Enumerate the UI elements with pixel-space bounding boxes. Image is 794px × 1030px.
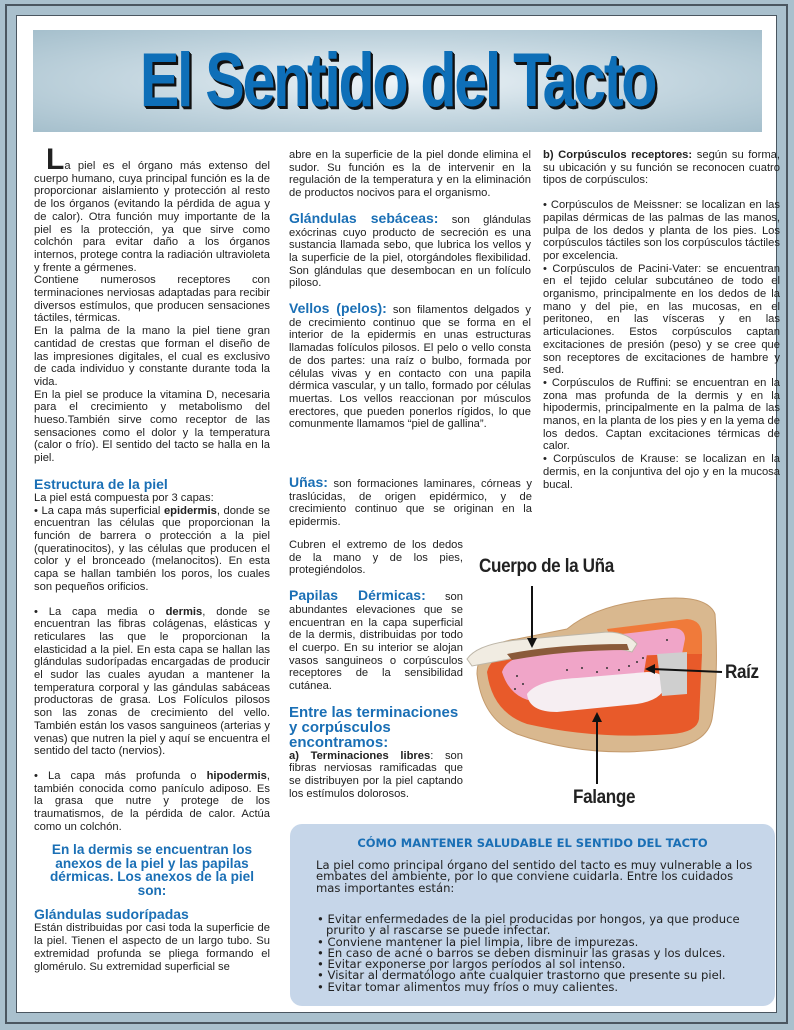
label-raiz: Raíz [725,662,759,683]
title-banner [33,30,762,132]
tip-item: • Evitar exponerse por largos períodos al sol intenso. [317,959,762,970]
krause-item: • Corpúsculos de Krause: se localizan en la dermis, en la conjuntiva del ojo y en la mucosa bucal. [543,453,780,491]
unas-section: Uñas: son formaciones laminares, córneas y traslúcidas, de origen epidérmico, y de crecimiento continuo que se originan en la epidermis. [289,474,532,529]
capa-dermis: • La capa media o dermis, donde se encuentran las fibras colágenas, elásticas y reticulares las que le proporcionan la elasticidad a la piel. En esta capa se hallan las glándulas sudorípadas encargadas de producir el sudor las cuales ayudan a mantener la temperatura corporal y las gándulas sabáceas productoras de grasa. Los Folículos pilosos son las zonas de crecimiento del vello. También están los vasos sanguineos (arterias y venas) que nutren la piel y aquí se encuentra el sentido del tacto (nervios). [34,605,270,758]
tip-item: • Evitar tomar alimentos muy fríos o muy calientes. [317,982,762,993]
sudoripadas-continuation: abre en la superficie de la piel donde elimina el sudor. Su función es la de intervenir en la regulación de la temperatura y en la eliminación de productos nocivos para el organismo. [289,149,531,200]
papilas-heading: Papilas Dérmicas: [289,587,426,604]
terminaciones-heading: Entre las terminaciones y corpúsculos encontramos: [289,703,459,751]
fingertip-illustration [457,544,777,819]
meissner-item: • Corpúsculos de Meissner: se localizan en las papilas dérmicas de las palmas de las manos, pulpa de los dedos y planta de los pies. Los corpúsculos táctiles son los corpúsculos táctiles por excelencia. [543,199,780,262]
intro-paragraph-4: En la piel se produce la vitamina D, necesaria para el crecimiento y metabolismo del hueso.También sirve como receptor de las sensaciones como el dolor y la temperatura (calor o frío). El sentido del tacto se halla en la piel. [34,388,270,465]
tips-title: CÓMO MANTENER SALUDABLE EL SENTIDO DEL TACTO [357,836,708,850]
column-2 [289,149,531,431]
label-falange: Falange [573,787,636,808]
papilas-section: Papilas Dérmicas: son abundantes elevaciones que se encuentran en la capa superficial de la dermis, distribuidas por todo el cuerpo. En su interior se alojan vasos sanguineos o corpúsculos receptores de la sensibilidad cutánea. [289,587,463,693]
ruffini-item: • Corpúsculos de Ruffini: se encuentran en la zona mas profunda de la dermis y en la hipodermis, principalmente en la palma de las manos, en la planta de los pies y en la yema de los dedos. Captan excitaciones térmicas de calor. [543,376,780,453]
page-content [16,15,780,1013]
sudoripadas-text: Están distribuidas por casi toda la superficie de la piel. Tienen el aspecto de un largo tubo. Su extremidad profunda se pliega formando el glomérulo. Su extremidad superficial se [34,922,270,973]
unas-text-2: Cubren el extremo de los dedos de la mano y de los pies, protegiéndolos. [289,539,463,577]
estructura-intro: La piel está compuesta por 3 capas: [34,491,214,504]
column-2-lower [289,476,532,529]
page-frame [5,4,788,1024]
tip-item: • Conviene mantener la piel limpia, libre de impurezas. [317,937,762,948]
label-cuerpo-una: Cuerpo de la Uña [479,556,614,577]
unas-heading: Uñas: [289,474,328,490]
tips-intro: La piel como principal órgano del sentido del tacto es muy vulnerable a los embates del ambiente, por lo que conviene cuidarla. Entre los cuidados mas importantes están: [316,858,753,895]
tip-item: • Evitar enfermedades de la piel producidas por hongos, ya que produce prurito y al rascarse se puede infectar. [317,914,762,937]
vellos-heading: Vellos (pelos): [289,300,387,317]
terminaciones-libres: a) Terminaciones libres: son fibras nerviosas ramificadas que se distribuyen por la piel captando los estímulos dolorosos. [289,749,463,800]
estructura-heading: Estructura de la piel [34,475,168,492]
sebaceas-heading: Glándulas sebáceas: [289,209,439,226]
sudoripadas-heading: Glándulas sudorípadas [34,906,189,923]
capa-hipodermis: • La capa más profunda o hipodermis, también conocida como panículo adiposo. Es la grasa que nutre y protege de los traumatismos, de la pérdida de calor. Actúa como un colchón. [34,769,270,833]
tip-item: • En caso de acné o barros se deben disminuir las grasas y los dulces. [317,948,762,959]
capa-epidermis: • La capa más superficial epidermis, donde se encuentran las células que proporcionan la función de barrera o protección a la piel (queratinocitos), y las células que producen el color y el bronceado (melanocitos). En esta capa se hallan también los poros, los cuales son pequeños orificios. [34,504,270,593]
intro-paragraph: La piel es el órgano más extenso del cuerpo humano, cuya principal función es la de proporcionar aislamiento y protección al resto de los órganos (evitando la pérdida de agua y de calor). Otra función muy importante de la piel es la protección, ya que sirve como colchón para evitar daño a los órganos internos, protege contra la radiación ultravioleta y frente a gérmenes. [34,143,270,274]
page-title: El Sentido del Tacto [139,38,656,123]
column-1 [34,143,270,973]
column-2-narrow [289,539,463,801]
anexos-heading: En la dermis se encuentran los anexos de la piel y las papilas dérmicas. Los anexos de la piel son: [50,842,254,898]
pacini-item: • Corpúsculos de Pacini-Vater: se encuentran en el tejido celular subcutáneo de todo el organismo, principalmente en los dedos de la mano y del pie, en las mucosas, en el peritoneo, en las vísceras y en las articulaciones. Estos corpúsculos captan excitaciones de presión (peso) y se cree que son receptores de excitaciones de hambre y sed. [543,262,780,377]
sebaceas-section: Glándulas sebáceas: son glándulas exócrinas cuyo producto de secreción es una sustancia llamada sebo, que lubrica los vellos y la superficie de la piel, otorgándoles flexibilidad. Son glándulas que desembocan en un folículo piloso. [289,209,531,290]
column-3 [543,149,780,491]
nail-diagram [457,544,777,819]
intro-paragraph-3: En la palma de la mano la piel tiene gran cantidad de crestas que forman el diseño de las impresiones digitales, el cual es exclusivo de cada individuo y constante durante toda la vida. [34,325,270,388]
tip-item: • Visitar al dermatólogo ante cualquier trastorno que presente su piel. [317,970,762,981]
intro-paragraph-2: Contiene numerosos receptores con terminaciones nerviosas adaptadas para recibir diversos estímulos, que producen sensaciones táctiles, térmicas. [34,274,270,325]
tips-box [290,824,775,1006]
receptores-intro: b) Corpúsculos receptores: según su forma, su ubicación y su función se reconocen cuatro tipos de corpúsculos: [543,149,780,187]
drop-cap: L [46,143,65,176]
tips-list [317,914,762,993]
vellos-section: Vellos (pelos): son filamentos delgados y de crecimiento continuo que se forma en el interior de la epidermis en unas estructuras llamadas folículos pilosos. El pelo o vello consta de dos partes: una raíz o bulbo, formada por células vivas y en contacto con una papila dérmica vascular, y un tallo, formado por células muertas. Los vellos reaccionan por músculos erectores, que pueden ponerlos rígidos, lo que comunmente llamamos “piel de gallina”. [289,300,531,431]
